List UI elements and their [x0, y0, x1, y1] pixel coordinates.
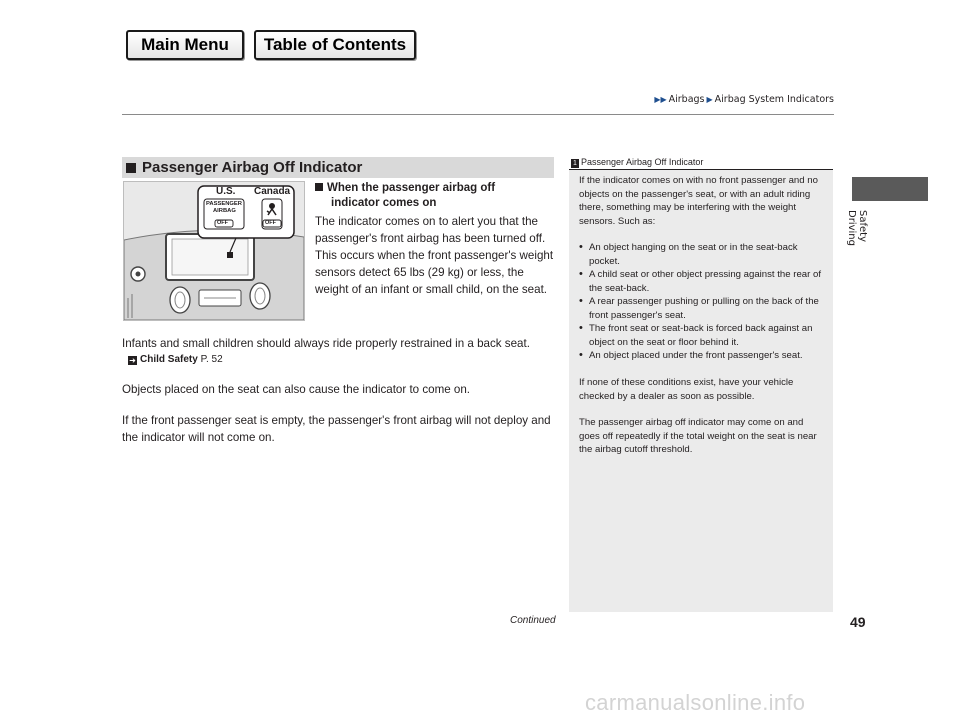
subsection-heading-line1: When the passenger airbag off	[327, 182, 496, 194]
sidebar-title: Passenger Airbag Off Indicator	[581, 157, 704, 167]
continued-label: Continued	[510, 615, 556, 626]
dashboard-illustration	[123, 181, 305, 321]
breadcrumb-arrow-icon: ▶	[706, 95, 713, 104]
list-item: • A child seat or other object pressing against the rear of the seat-back.	[579, 268, 825, 295]
chapter-label: Safety Driving	[846, 210, 868, 246]
sidebar-heading	[569, 154, 833, 170]
reference-arrow-icon: ➜	[129, 356, 136, 365]
table-of-contents-button[interactable]: Table of Contents	[254, 30, 416, 60]
list-item: • An object placed under the front passenger's seat.	[579, 349, 825, 363]
note-number-badge: 1	[571, 159, 579, 168]
sidebar-intro: If the indicator comes on with no front passenger and no objects on the passenger's seat, or with an adult riding there, something may be interfering with the weight sensors. Such as:	[579, 175, 818, 227]
xref-label[interactable]: Child Safety	[140, 354, 198, 365]
sidebar-bullet-list	[579, 241, 825, 363]
section-bullet-icon	[126, 163, 136, 173]
list-item: • An object hanging on the seat or in the seat-back pocket.	[579, 241, 825, 268]
chapter-tab	[852, 177, 928, 201]
page-number: 49	[850, 614, 866, 630]
watermark: carmanualsonline.info	[585, 690, 806, 715]
subsection-bullet-icon	[315, 183, 323, 191]
subsection-heading-line2: indicator comes on	[331, 197, 437, 209]
lamp-off-text-canada: OFF	[265, 220, 276, 226]
lamp-airbag-text: AIRBAG	[213, 208, 236, 214]
sidebar-repeat-note: The passenger airbag off indicator may come on and goes off repeatedly if the total weight on the seat is near the airbag cutoff threshold.	[579, 417, 817, 455]
section-header	[122, 157, 554, 178]
list-item: • A rear passenger pushing or pulling on the back of the front passenger's seat.	[579, 295, 825, 322]
breadcrumb-item-indicators[interactable]: Airbag System Indicators	[714, 94, 834, 105]
xref-page[interactable]: P. 52	[200, 354, 223, 365]
figure-label-canada: Canada	[254, 186, 291, 197]
breadcrumb-item-airbags[interactable]: Airbags	[668, 94, 705, 105]
child-safety-link[interactable]	[128, 351, 223, 368]
objects-paragraph: Objects placed on the seat can also cause the indicator to come on.	[122, 383, 471, 396]
breadcrumb	[654, 94, 834, 105]
empty-seat-paragraph: If the front passenger seat is empty, the passenger's front airbag will not deploy and the indicator will not come on.	[122, 414, 551, 444]
breadcrumb-arrow-icon: ▶▶	[654, 95, 667, 104]
subsection-heading	[315, 181, 555, 211]
sidebar-none-exist: If none of these conditions exist, have your vehicle checked by a dealer as soon as possible.	[579, 377, 794, 402]
infants-paragraph: Infants and small children should always ride properly restrained in a back seat.	[122, 337, 530, 350]
main-menu-button[interactable]: Main Menu	[126, 30, 244, 60]
notes-sidebar	[569, 154, 833, 612]
indicator-paragraph: The indicator comes on to alert you that the passenger's front airbag has been turned off. This occurs when the front passenger's weight sensors detect 65 lbs (29 kg) or less, the weight of an infant or small child, on the seat.	[315, 215, 554, 296]
list-item: • The front seat or seat-back is forced back against an object on the seat or floor behind it.	[579, 322, 825, 349]
header-divider	[122, 114, 834, 115]
section-title: Passenger Airbag Off Indicator	[142, 159, 363, 176]
figure-label-us: U.S.	[216, 186, 236, 197]
lamp-passenger-text: PASSENGER	[206, 201, 242, 207]
lamp-off-text-us: OFF	[217, 220, 228, 226]
